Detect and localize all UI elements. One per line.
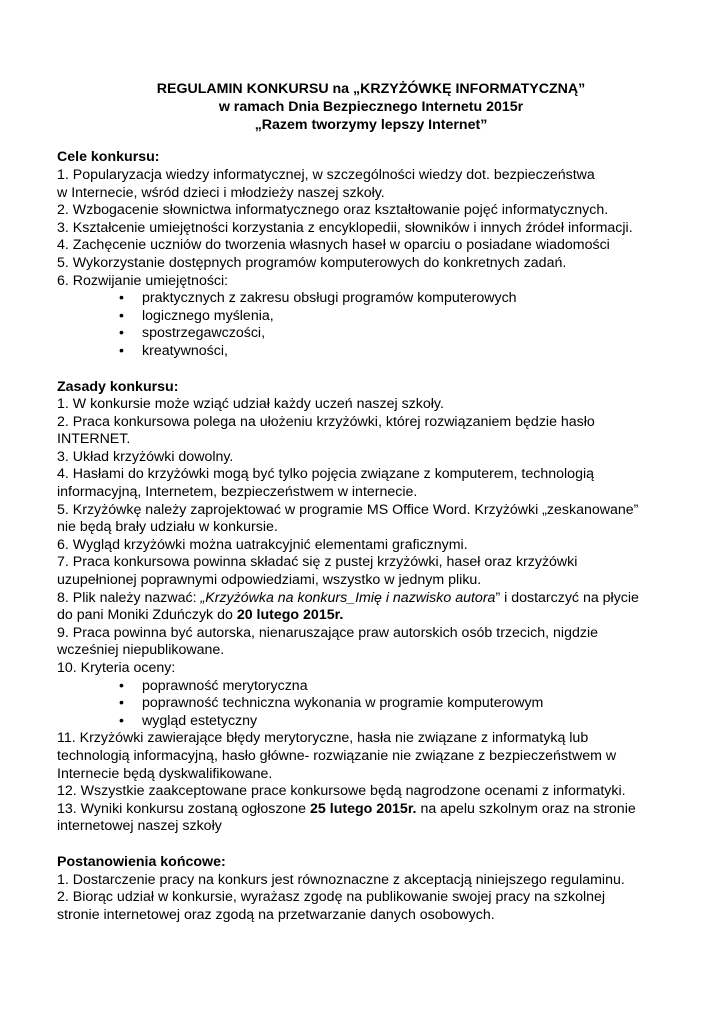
deadline-date: 20 lutego 2015r. <box>236 607 344 624</box>
final-section <box>57 854 685 924</box>
rule-line: 11. Krzyżówki zawierające błędy merytoryczne, hasła nie związane z informatyką lub <box>57 730 589 747</box>
goals-heading: Cele konkursu: <box>57 149 160 166</box>
criteria-list <box>57 678 685 731</box>
final-heading: Postanowienia końcowe: <box>57 853 226 870</box>
rule-line: 3. Układ krzyżówki dowolny. <box>57 448 234 465</box>
rule-text: 8. Plik należy nazwać: <box>57 589 201 606</box>
goal-line: 1. Popularyzacja wiedzy informatycznej, w szczególności wiedzy dot. bezpieczeństwa <box>57 166 595 183</box>
list-item-text: kreatywności, <box>142 342 228 359</box>
rule-line <box>57 590 685 608</box>
list-item <box>119 308 685 326</box>
title-line-1: REGULAMIN KONKURSU na „KRZYŻÓWKĘ INFORMATYCZNĄ” <box>156 81 586 97</box>
list-item <box>119 713 685 731</box>
rule-line <box>57 801 685 819</box>
rule-line: informacyjną, Internetem, bezpieczeństwem w internecie. <box>57 484 418 501</box>
section-spacer <box>57 836 685 854</box>
bullet-icon: • <box>119 307 124 324</box>
rule-line: uzupełnionej poprawnymi odpowiedziami, wszystko w jednym pliku. <box>57 572 482 589</box>
final-line: 2. Biorąc udział w konkursie, wyrażasz zgodę na publikowanie swojej pracy na szkolnej <box>57 889 606 906</box>
rule-line: INTERNET. <box>57 431 131 448</box>
list-item <box>119 343 685 361</box>
file-name-format: „Krzyżówka na konkurs_Imię i nazwisko autora <box>200 589 496 606</box>
rule-line: nie będą brały udziału w konkursie. <box>57 519 278 536</box>
rule-line: 10. Kryteria oceny: <box>57 660 176 677</box>
list-item-text: praktycznych z zakresu obsługi programów komputerowych <box>142 290 517 307</box>
rules-heading: Zasady konkursu: <box>57 378 179 395</box>
document-title <box>57 81 685 134</box>
rule-line: 9. Praca powinna być autorska, nienaruszające praw autorskich osób trzecich, nigdzie <box>57 624 598 641</box>
title-line-3: „Razem tworzymy lepszy Internet” <box>254 116 488 133</box>
rule-line: 1. W konkursie może wziąć udział każdy uczeń naszej szkoły. <box>57 396 444 413</box>
rule-text: 13. Wyniki konkursu zostaną ogłoszone <box>57 800 311 817</box>
rule-text: do pani Moniki Zduńczyk do <box>57 607 237 624</box>
final-line: 1. Dostarczenie pracy na konkurs jest równoznaczne z akceptacją niniejszego regulaminu. <box>57 871 625 888</box>
rule-line: 6. Wygląd krzyżówki można uatrakcyjnić elementami graficznymi. <box>57 536 468 553</box>
list-item <box>119 325 685 343</box>
rules-section <box>57 379 685 836</box>
rule-line: 5. Krzyżówkę należy zaprojektować w programie MS Office Word. Krzyżówki „zeskanowane” <box>57 501 639 518</box>
rule-line: wcześniej niepublikowane. <box>57 642 225 659</box>
results-date: 25 lutego 2015r. <box>310 800 417 817</box>
bullet-icon: • <box>119 290 124 307</box>
final-line: stronie internetowej oraz zgodą na przetwarzanie danych osobowych. <box>57 906 495 923</box>
rule-line: technologią informacyjną, hasło główne- rozwiązanie nie związane z bezpieczeństwem w <box>57 747 617 764</box>
rule-line: 4. Hasłami do krzyżówki mogą być tylko pojęcia związane z komputerem, technologią <box>57 466 594 483</box>
bullet-icon: • <box>119 325 124 342</box>
goal-line: 3. Kształcenie umiejętności korzystania z encyklopedii, słowników i innych źródeł informacji. <box>57 219 633 236</box>
goals-section <box>57 149 685 360</box>
goal-line: w Internecie, wśród dzieci i młodzieży naszej szkoły. <box>57 184 385 201</box>
goal-line: 4. Zachęcenie uczniów do tworzenia własnych haseł w oparciu o posiadane wiadomości <box>57 237 610 254</box>
rule-line: 12. Wszystkie zaakceptowane prace konkursowe będą nagrodzone ocenami z informatyki. <box>57 783 626 800</box>
skills-list <box>57 290 685 360</box>
list-item <box>119 695 685 713</box>
rule-line: 2. Praca konkursowa polega na ułożeniu krzyżówki, której rozwiązaniem będzie hasło <box>57 413 595 430</box>
list-item-text: logicznego myślenia, <box>142 307 274 324</box>
list-item-text: spostrzegawczości, <box>142 325 266 342</box>
list-item-text: wygląd estetyczny <box>142 712 258 729</box>
rule-text: ” i dostarczyć na płycie <box>495 589 639 606</box>
rule-text: na apelu szkolnym oraz na stronie <box>416 800 636 817</box>
list-item-text: poprawność techniczna wykonania w programie komputerowym <box>142 695 544 712</box>
rule-line: Internecie będą dyskwalifikowane. <box>57 765 273 782</box>
goal-line: 6. Rozwijanie umiejętności: <box>57 272 229 289</box>
bullet-icon: • <box>119 695 124 712</box>
rule-line: 7. Praca konkursowa powinna składać się z pustej krzyżówki, haseł oraz krzyżówki <box>57 554 578 571</box>
title-line-2: w ramach Dnia Bezpiecznego Internetu 2015r <box>218 98 524 115</box>
list-item <box>119 290 685 308</box>
list-item-text: poprawność merytoryczna <box>142 677 308 694</box>
rule-line <box>57 607 685 625</box>
rule-line: internetowej naszej szkoły <box>57 818 222 835</box>
list-item <box>119 678 685 696</box>
goal-line: 2. Wzbogacenie słownictwa informatycznego oraz kształtowanie pojęć informatycznych. <box>57 202 609 219</box>
bullet-icon: • <box>119 677 124 694</box>
section-spacer <box>57 361 685 379</box>
bullet-icon: • <box>119 712 124 729</box>
bullet-icon: • <box>119 342 124 359</box>
goal-line: 5. Wykorzystanie dostępnych programów komputerowych do konkretnych zadań. <box>57 254 567 271</box>
